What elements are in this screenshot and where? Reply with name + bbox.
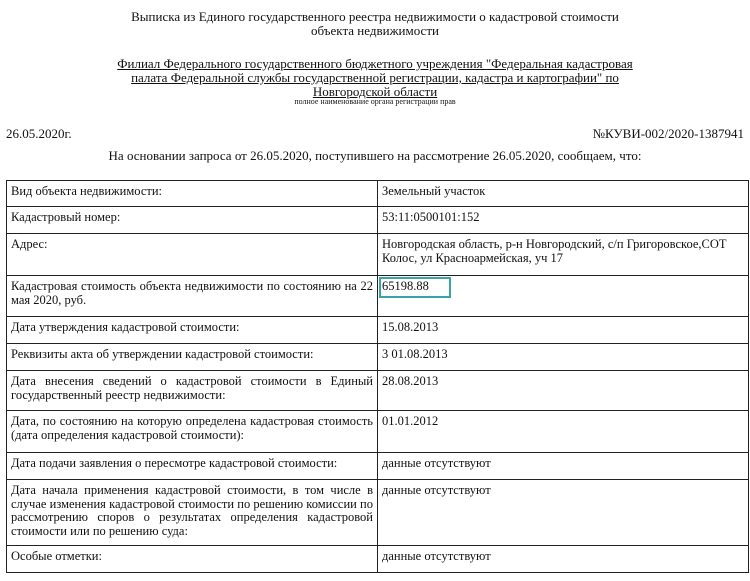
row-value [378, 276, 749, 317]
row-label: Дата, по состоянию на которую определена кадастровая стоимость (дата определения кадастровой стоимости): [7, 411, 378, 453]
row-value: данные отсутствуют [378, 453, 749, 480]
row-value: 28.08.2013 [378, 371, 749, 411]
table-row [7, 317, 749, 344]
table-row [7, 207, 749, 234]
row-label: Дата подачи заявления о пересмотре кадастровой стоимости: [7, 453, 378, 480]
table-row [7, 546, 749, 573]
row-label: Вид объекта недвижимости: [7, 181, 378, 207]
row-value: данные отсутствуют [378, 546, 749, 573]
row-label: Адрес: [7, 234, 378, 276]
cadastral-cost-value: 65198.88 [379, 277, 451, 298]
table-row [7, 411, 749, 453]
row-value: данные отсутствуют [378, 480, 749, 546]
organization-name [0, 57, 750, 99]
table-row [7, 371, 749, 411]
row-value: Земельный участок [378, 181, 749, 207]
row-value: 53:11:0500101:152 [378, 207, 749, 234]
row-value: Новгородская область, р-н Новгородский, с/п Григоровское,СОТ Колос, ул Красноармейская, уч 17 [378, 234, 749, 276]
row-label: Дата начала применения кадастровой стоимости, в том числе в случае изменения кадастровой стоимости по решению комиссии по рассмотрению споров о результатах определения кадастровой стоимости или по решению суда: [7, 480, 378, 546]
row-label: Реквизиты акта об утверждении кадастровой стоимости: [7, 344, 378, 371]
document-date: 26.05.2020г. [6, 126, 72, 141]
row-label: Дата внесения сведений о кадастровой стоимости в Единый государственный реестр недвижимости: [7, 371, 378, 411]
title-line-1: Выписка из Единого государственного реестра недвижимости о кадастровой стоимости [131, 9, 619, 24]
table-row [7, 276, 749, 317]
cadastral-info-table [6, 180, 749, 573]
row-label: Особые отметки: [7, 546, 378, 573]
org-line-2: палата Федеральной службы государственной регистрации, кадастра и картографии" по [131, 70, 619, 85]
table-row [7, 234, 749, 276]
org-caption: полное наименование органа регистрации прав [294, 97, 456, 106]
row-label: Дата утверждения кадастровой стоимости: [7, 317, 378, 344]
row-value: 15.08.2013 [378, 317, 749, 344]
org-line-3: Новгородской области [312, 84, 438, 99]
row-label: Кадастровый номер: [7, 207, 378, 234]
row-value: 01.01.2012 [378, 411, 749, 453]
row-value: 3 01.08.2013 [378, 344, 749, 371]
table-row [7, 181, 749, 207]
org-line-1: Филиал Федерального государственного бюджетного учреждения "Федеральная кадастровая [117, 56, 633, 71]
table-row [7, 344, 749, 371]
table-row [7, 453, 749, 480]
document-title [0, 10, 750, 38]
title-line-2: объекта недвижимости [311, 23, 439, 38]
request-statement: На основании запроса от 26.05.2020, поступившего на рассмотрение 26.05.2020, сообщаем, что: [108, 148, 642, 163]
document-number: №КУВИ-002/2020-1387941 [592, 126, 744, 141]
row-label: Кадастровая стоимость объекта недвижимости по состоянию на 22 мая 2020, руб. [7, 276, 378, 317]
table-row [7, 480, 749, 546]
